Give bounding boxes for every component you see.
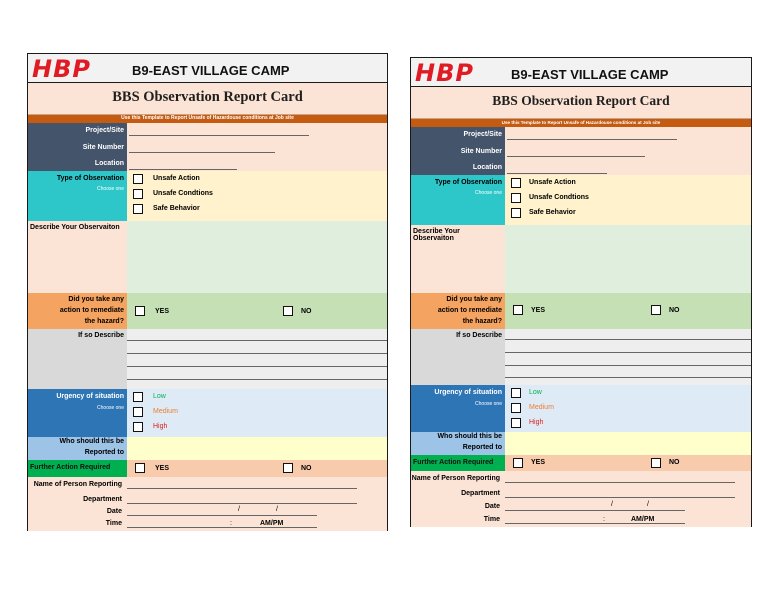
hbp-logo: HBP	[415, 59, 474, 87]
medium-checkbox[interactable]	[511, 403, 521, 413]
action-label-2: action to remediate	[437, 307, 502, 314]
time-separator: :	[603, 516, 605, 523]
reported-to-label-1: Who should this be	[437, 433, 502, 440]
site-number-label: Site Number	[82, 144, 124, 151]
unsafe-conditions-label: Unsafe Condtions	[529, 194, 589, 201]
choose-one-label: Choose one	[97, 186, 124, 192]
action-label-2: action to remediate	[59, 307, 124, 314]
time-label: Time	[483, 516, 500, 523]
further-no-label: NO	[301, 465, 312, 472]
medium-checkbox[interactable]	[133, 407, 143, 417]
reported-to-label-2: Reported to	[84, 449, 124, 456]
unsafe-action-label: Unsafe Action	[529, 179, 576, 186]
ampm-label: AM/PM	[260, 520, 284, 527]
card-title: BBS Observation Report Card	[492, 93, 670, 108]
observation-type-block	[28, 171, 387, 221]
location-label: Location	[472, 164, 502, 171]
department-field[interactable]	[127, 503, 357, 504]
card-header	[28, 54, 387, 83]
describe-block	[28, 221, 387, 293]
unsafe-conditions-label: Unsafe Condtions	[153, 190, 213, 197]
name-field[interactable]	[505, 482, 735, 483]
safe-behavior-checkbox[interactable]	[133, 204, 143, 214]
further-yes-label: YES	[531, 459, 546, 466]
title-bar	[411, 87, 751, 119]
reporter-block	[411, 471, 751, 527]
urgency-block	[28, 389, 387, 437]
high-label: High	[529, 419, 544, 426]
title-bar	[28, 83, 387, 115]
low-label: Low	[153, 393, 166, 400]
action-no-label: NO	[669, 307, 680, 314]
unsafe-action-checkbox[interactable]	[511, 178, 521, 188]
action-yes-checkbox[interactable]	[513, 305, 523, 315]
further-yes-checkbox[interactable]	[135, 463, 145, 473]
describe-label: Describe Your Observaiton	[413, 228, 460, 242]
instruction-bar: Use this Template to Report Unsafe of Hazardouse conditions at Job site	[411, 119, 751, 127]
report-card-left	[27, 53, 388, 531]
safe-behavior-label: Safe Behavior	[153, 205, 200, 212]
action-yes-label: YES	[531, 307, 546, 314]
high-checkbox[interactable]	[133, 422, 143, 432]
date-separator-1: /	[238, 506, 240, 513]
date-label: Date	[484, 503, 500, 510]
time-field[interactable]	[127, 527, 317, 528]
reported-to-label-1: Who should this be	[59, 438, 124, 445]
department-label: Department	[461, 490, 500, 497]
further-yes-label: YES	[155, 465, 170, 472]
type-of-observation-label: Type of Observation	[434, 179, 502, 186]
reported-to-block	[28, 437, 387, 460]
site-number-field[interactable]	[507, 156, 645, 157]
action-no-checkbox[interactable]	[651, 305, 661, 315]
urgency-choose-one: Choose one	[475, 401, 502, 407]
project-block	[411, 127, 751, 175]
project-site-label: Project/Site	[85, 127, 124, 134]
if-so-field[interactable]	[127, 329, 387, 389]
action-label-3: the hazard?	[462, 318, 502, 325]
unsafe-conditions-checkbox[interactable]	[511, 193, 521, 203]
date-separator-2: /	[276, 506, 278, 513]
action-yes-label: YES	[155, 308, 170, 315]
action-no-label: NO	[301, 308, 312, 315]
action-yes-checkbox[interactable]	[135, 306, 145, 316]
name-label: Name of Person Reporting	[33, 481, 122, 488]
action-block	[411, 293, 751, 329]
urgency-choose-one: Choose one	[97, 405, 124, 411]
date-label: Date	[106, 508, 122, 515]
if-so-block	[411, 329, 751, 385]
high-checkbox[interactable]	[511, 418, 521, 428]
low-checkbox[interactable]	[133, 392, 143, 402]
if-so-label: If so Describe	[456, 332, 502, 339]
date-separator-1: /	[611, 501, 613, 508]
name-field[interactable]	[127, 488, 357, 489]
site-number-label: Site Number	[460, 148, 502, 155]
location-field[interactable]	[129, 169, 237, 170]
project-site-label: Project/Site	[463, 131, 502, 138]
unsafe-conditions-checkbox[interactable]	[133, 189, 143, 199]
action-no-checkbox[interactable]	[283, 306, 293, 316]
action-label-1: Did you take any	[68, 296, 124, 303]
report-card-right	[410, 57, 752, 527]
reported-to-field[interactable]	[127, 437, 387, 460]
if-so-label: If so Describe	[78, 332, 124, 339]
action-block	[28, 293, 387, 329]
urgency-label: Urgency of situation	[434, 389, 502, 396]
camp-name: B9-EAST VILLAGE CAMP	[511, 67, 669, 82]
describe-field[interactable]	[505, 225, 751, 293]
ampm-label: AM/PM	[631, 516, 655, 523]
further-no-checkbox[interactable]	[651, 458, 661, 468]
card-header	[411, 58, 751, 87]
choose-one-label: Choose one	[475, 190, 502, 196]
describe-label: Describe Your Observaiton	[30, 224, 120, 231]
if-so-field[interactable]	[505, 329, 751, 385]
reported-to-block	[411, 432, 751, 455]
describe-field[interactable]	[127, 221, 387, 293]
date-field[interactable]	[127, 515, 317, 516]
further-no-label: NO	[669, 459, 680, 466]
project-site-field[interactable]	[129, 135, 309, 136]
date-separator-2: /	[647, 501, 649, 508]
location-label: Location	[94, 160, 124, 167]
department-field[interactable]	[505, 497, 735, 498]
reporter-block	[28, 477, 387, 531]
date-field[interactable]	[505, 510, 685, 511]
if-so-block	[28, 329, 387, 389]
action-label-1: Did you take any	[446, 296, 502, 303]
name-label: Name of Person Reporting	[411, 475, 500, 482]
low-checkbox[interactable]	[511, 388, 521, 398]
low-label: Low	[529, 389, 542, 396]
unsafe-action-checkbox[interactable]	[133, 174, 143, 184]
project-site-field[interactable]	[507, 139, 677, 140]
medium-label: Medium	[153, 408, 178, 415]
type-of-observation-label: Type of Observation	[56, 175, 124, 182]
time-label: Time	[105, 520, 122, 527]
high-label: High	[153, 423, 168, 430]
card-title: BBS Observation Report Card	[112, 89, 303, 105]
site-number-field[interactable]	[129, 152, 275, 153]
safe-behavior-label: Safe Behavior	[529, 209, 576, 216]
department-label: Department	[83, 496, 122, 503]
action-label-3: the hazard?	[84, 318, 124, 325]
describe-block	[411, 225, 751, 293]
further-action-block	[28, 460, 387, 477]
camp-name: B9-EAST VILLAGE CAMP	[132, 63, 290, 78]
urgency-label: Urgency of situation	[56, 393, 124, 400]
location-field[interactable]	[507, 173, 607, 174]
urgency-block	[411, 385, 751, 432]
medium-label: Medium	[529, 404, 554, 411]
time-field[interactable]	[505, 523, 685, 524]
reported-to-label-2: Reported to	[462, 444, 502, 451]
further-action-label: Further Action Required	[413, 459, 494, 466]
safe-behavior-checkbox[interactable]	[511, 208, 521, 218]
instruction-bar: Use this Template to Report Unsafe of Hazardouse conditions at Job site	[28, 115, 387, 123]
unsafe-action-label: Unsafe Action	[153, 175, 200, 182]
further-action-block	[411, 455, 751, 471]
hbp-logo: HBP	[32, 55, 91, 83]
time-separator: :	[230, 520, 232, 527]
reported-to-field[interactable]	[505, 432, 751, 455]
further-yes-checkbox[interactable]	[513, 458, 523, 468]
further-action-label: Further Action Required	[30, 464, 111, 471]
further-no-checkbox[interactable]	[283, 463, 293, 473]
observation-type-block	[411, 175, 751, 225]
project-block	[28, 123, 387, 171]
